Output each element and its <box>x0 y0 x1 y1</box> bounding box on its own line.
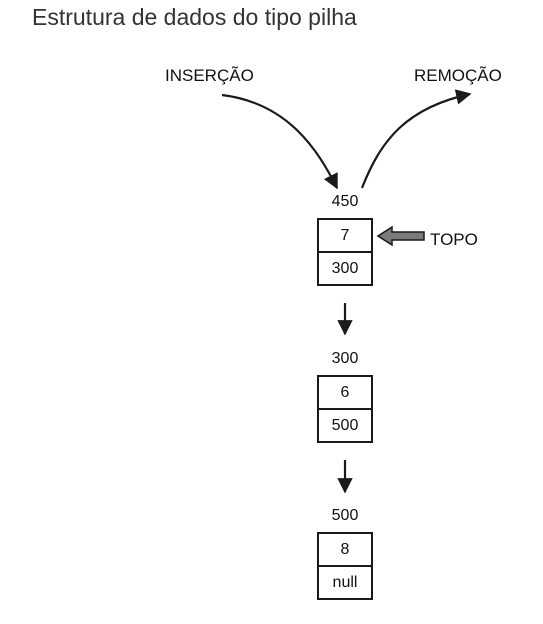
node-3-value: 8 <box>340 541 350 558</box>
node-2-address: 300 <box>331 350 359 367</box>
removal-arrow <box>362 94 470 188</box>
node-3-next: null <box>319 565 371 598</box>
diagram-title: Estrutura de dados do tipo pilha <box>32 4 357 30</box>
node-2-value: 6 <box>340 384 350 401</box>
node-1-next: 300 <box>319 251 371 284</box>
insertion-label: INSERÇÃO <box>165 66 254 85</box>
node-2-next: 500 <box>319 408 371 441</box>
removal-label: REMOÇÃO <box>414 66 502 85</box>
top-label: TOPO <box>430 230 478 249</box>
node-1-value: 7 <box>340 227 350 244</box>
top-pointer-arrow <box>378 227 424 245</box>
node-3-address: 500 <box>331 507 359 524</box>
insertion-arrow <box>222 95 337 188</box>
node-1-address: 450 <box>331 193 359 210</box>
